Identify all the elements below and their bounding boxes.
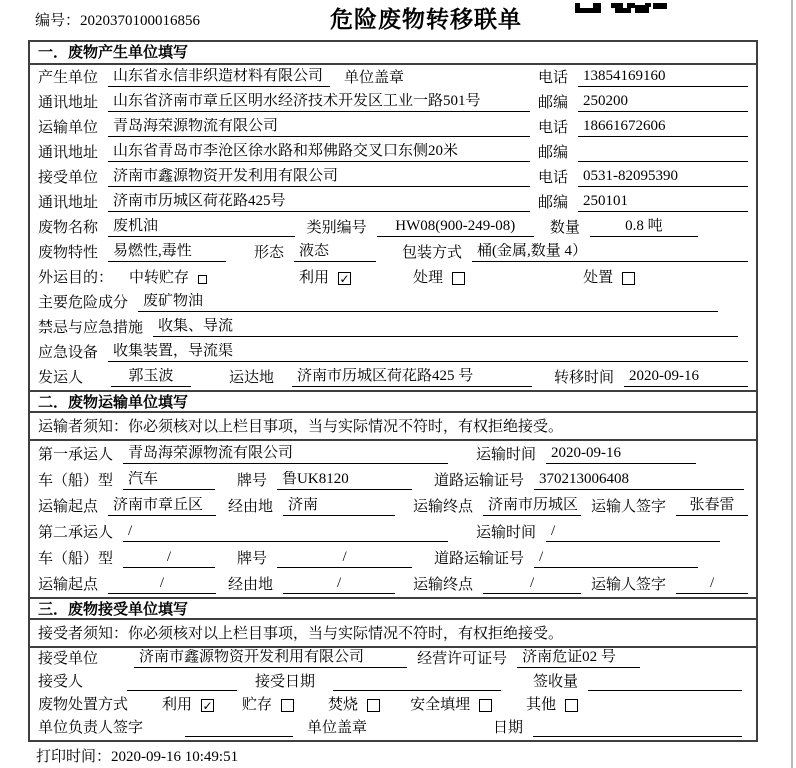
amount-value <box>588 673 742 691</box>
disposal-option-store: 贮存 <box>242 696 294 714</box>
print-time-value: 2020-09-16 10:49:51 <box>111 749 239 765</box>
plate1-value: 鲁UK8120 <box>277 471 412 490</box>
packaging-label: 包装方式 <box>402 245 463 261</box>
address1-value: 山东省济南市章丘区明水经济技术开发区工业一路501号 <box>108 93 530 112</box>
zip2-label: 邮编 <box>538 145 569 161</box>
time1-label: 运输时间 <box>476 447 537 463</box>
receiver-value: 济南市鑫源物资开发利用有限公司 <box>108 168 530 187</box>
row-route1 <box>30 493 756 519</box>
plate1-label: 牌号 <box>237 473 268 489</box>
license-value: 济南危证02 号 <box>517 649 640 668</box>
checkbox-use: ✓ <box>339 272 350 286</box>
row-receiver-unit <box>30 165 756 190</box>
origin2-value: / <box>108 575 216 594</box>
producer-unit-label: 产生单位 <box>38 70 99 86</box>
row-shipper <box>30 365 756 390</box>
seal-label: 单位盖章 <box>344 70 405 86</box>
row-receive-person <box>30 671 756 694</box>
receive-person-label: 接受人 <box>38 674 84 690</box>
zip1-value: 250200 <box>578 93 748 112</box>
row-waste-traits <box>30 240 756 265</box>
receive-unit-label: 接受单位 <box>38 651 99 667</box>
road-cert2-value: / <box>534 549 698 568</box>
section-producer-header: 一．废物产生单位填写 <box>30 42 756 65</box>
doc-number-label: 编号： <box>35 13 81 29</box>
vehicle1-value: 汽车 <box>123 471 215 490</box>
purpose-option-use: 利用 ✓ <box>299 270 350 286</box>
row-carrier2 <box>30 519 756 545</box>
road-cert2-label: 道路运输证号 <box>434 551 525 567</box>
doc-number <box>35 9 200 30</box>
row-vehicle2 <box>30 545 756 571</box>
row-equipment <box>30 340 756 365</box>
origin2-label: 运输起点 <box>38 577 99 593</box>
purpose-option-transfer-storage: 中转贮存 <box>129 269 207 287</box>
producer-unit-value: 山东省永信非织造材料有限公司 <box>108 68 330 87</box>
equipment-value: 收集装置，导流渠 <box>108 343 748 362</box>
transfer-time-label: 转移时间 <box>554 370 615 386</box>
address3-label: 通讯地址 <box>38 195 99 211</box>
plate2-label: 牌号 <box>237 551 268 567</box>
row-signoff <box>30 717 756 740</box>
purpose-option-treat: 处理 <box>413 269 465 287</box>
emergency-label: 禁忌与应急措施 <box>38 320 144 336</box>
end2-value: / <box>483 575 581 594</box>
row-producer-unit <box>30 65 756 90</box>
end1-value: 济南市历城区 <box>483 497 581 516</box>
address2-label: 通讯地址 <box>38 145 99 161</box>
vehicle2-label: 车（船）型 <box>38 551 114 567</box>
row-vehicle1 <box>30 467 756 493</box>
purpose-option-dispose: 处置 <box>583 269 635 287</box>
transporter-label: 运输单位 <box>38 120 99 136</box>
print-time <box>36 745 238 766</box>
checkbox-disposal-use: ✓ <box>202 699 213 713</box>
checkbox-transfer-storage <box>198 275 207 284</box>
traits-value: 易燃性,毒性 <box>108 243 226 262</box>
row-receive-unit <box>30 648 756 671</box>
phone1-value: 13854169160 <box>578 68 748 87</box>
print-time-label: 打印时间： <box>36 749 112 765</box>
manifest-form <box>28 40 758 742</box>
receiver-label: 接受单位 <box>38 170 99 186</box>
sign2-label: 运输人签字 <box>591 577 667 593</box>
via1-label: 经由地 <box>228 499 274 515</box>
via1-value: 济南 <box>283 497 395 516</box>
shipper-label: 发运人 <box>38 370 84 386</box>
traits-label: 废物特性 <box>38 245 99 261</box>
amount-label: 签收量 <box>533 674 579 690</box>
zip1-label: 邮编 <box>538 95 569 111</box>
sign1-value: 张春雷 <box>676 497 748 516</box>
section-producer <box>30 42 756 390</box>
signer-label: 单位负责人签字 <box>38 720 144 736</box>
section-receiver <box>30 597 756 740</box>
row-hazard <box>30 290 756 315</box>
disposal-option-other: 其他 <box>526 696 578 714</box>
disposal-option-landfill: 安全填埋 <box>410 696 492 714</box>
zip3-value: 250101 <box>578 193 748 212</box>
end2-label: 运输终点 <box>413 577 474 593</box>
waste-name-label: 废物名称 <box>38 220 99 236</box>
category-value: HW08(900-249-08) <box>377 218 534 237</box>
form-label: 形态 <box>254 245 285 261</box>
sign1-label: 运输人签字 <box>591 499 667 515</box>
vehicle2-value: / <box>123 549 215 568</box>
qr-code-fragment <box>575 0 667 18</box>
receive-unit-value: 济南市鑫源物资开发利用有限公司 <box>134 649 407 668</box>
transfer-time-value: 2020-09-16 <box>624 368 748 387</box>
shipper-value: 郭玉波 <box>111 368 191 387</box>
transport-notice: 运输者须知：你必须核对以上栏目事项，当与实际情况不符时，有权拒绝接受。 <box>30 413 756 441</box>
date2-value <box>533 719 742 737</box>
emergency-value: 收集、导流 <box>153 318 738 337</box>
disposal-option-incinerate: 焚烧 <box>328 696 380 714</box>
row-disposal <box>30 694 756 717</box>
destination-label: 运达地 <box>229 370 275 386</box>
row-transporter-address <box>30 140 756 165</box>
zip2-value <box>578 144 748 162</box>
address1-label: 通讯地址 <box>38 95 99 111</box>
time2-label: 运输时间 <box>476 525 537 541</box>
carrier1-label: 第一承运人 <box>38 447 114 463</box>
section-transport <box>30 390 756 597</box>
row-emergency <box>30 315 756 340</box>
signer-value <box>185 719 293 737</box>
window-edge-line <box>791 0 793 768</box>
checkbox-disposal-other <box>565 699 578 712</box>
row-transporter-unit <box>30 115 756 140</box>
license-label: 经营许可证号 <box>417 651 508 667</box>
road-cert1-value: 370213006408 <box>534 471 744 490</box>
form-value: 液态 <box>294 243 376 262</box>
vehicle1-label: 车（船）型 <box>38 473 114 489</box>
packaging-value: 桶(金属,数量 4） <box>472 243 748 262</box>
section-receiver-header: 三．废物接受单位填写 <box>30 597 756 620</box>
end1-label: 运输终点 <box>413 499 474 515</box>
quantity-value: 0.8 吨 <box>590 218 698 237</box>
receive-person-value <box>127 673 237 691</box>
row-carrier1 <box>30 441 756 467</box>
section-transport-header: 二．废物运输单位填写 <box>30 390 756 413</box>
checkbox-disposal-incinerate <box>367 699 380 712</box>
receiver-notice: 接受者须知：你必须核对以上栏目事项，当与实际情况不符时，有权拒绝接受。 <box>30 620 756 648</box>
via2-value: / <box>283 575 395 594</box>
doc-number-value: 2020370100016856 <box>80 13 201 29</box>
row-route2 <box>30 571 756 597</box>
address2-value: 山东省青岛市李沧区徐水路和郑佛路交叉口东侧20米 <box>108 143 530 162</box>
row-waste-name <box>30 215 756 240</box>
destination-value: 济南市历城区荷花路425 号 <box>292 368 532 387</box>
sign2-value: / <box>676 575 748 594</box>
row-purpose <box>30 265 756 290</box>
transporter-value: 青岛海荣源物流有限公司 <box>108 118 530 137</box>
carrier2-label: 第二承运人 <box>38 525 114 541</box>
checkbox-treat <box>452 272 465 285</box>
time1-value: 2020-09-16 <box>546 445 696 464</box>
carrier1-value: 青岛海荣源物流有限公司 <box>123 445 448 464</box>
page-title: 危险废物转移联单 <box>330 7 522 32</box>
hazard-value: 废矿物油 <box>138 293 718 312</box>
equipment-label: 应急设备 <box>38 345 99 361</box>
checkbox-disposal-landfill <box>479 699 492 712</box>
phone3-label: 电话 <box>538 170 569 186</box>
phone1-label: 电话 <box>538 70 569 86</box>
checkbox-dispose <box>622 272 635 285</box>
carrier2-value: / <box>123 523 448 542</box>
quantity-label: 数量 <box>549 220 580 236</box>
via2-label: 经由地 <box>228 577 274 593</box>
phone2-label: 电话 <box>538 120 569 136</box>
road-cert1-label: 道路运输证号 <box>434 473 525 489</box>
hazard-label: 主要危险成分 <box>38 295 129 311</box>
checkbox-disposal-store <box>281 699 294 712</box>
receiver-seal-label: 单位盖章 <box>307 720 368 736</box>
category-label: 类别编号 <box>306 220 367 236</box>
waste-name-value: 废机油 <box>108 218 295 237</box>
phone2-value: 18661672606 <box>578 118 748 137</box>
row-receiver-address <box>30 190 756 215</box>
purpose-label: 外运目的： <box>38 270 114 286</box>
row-producer-address <box>30 90 756 115</box>
phone3-value: 0531-82095390 <box>578 168 748 187</box>
receive-date-value <box>333 673 501 691</box>
receive-date-label: 接受日期 <box>255 674 316 690</box>
address3-value: 济南市历城区荷花路425号 <box>108 193 530 212</box>
disposal-option-use: 利用 ✓ <box>162 697 213 713</box>
disposal-label: 废物处置方式 <box>38 697 129 713</box>
zip3-label: 邮编 <box>538 195 569 211</box>
time2-value: / <box>546 523 720 542</box>
plate2-value: / <box>277 549 412 568</box>
date2-label: 日期 <box>493 720 524 736</box>
origin1-label: 运输起点 <box>38 499 99 515</box>
origin1-value: 济南市章丘区 <box>108 497 216 516</box>
